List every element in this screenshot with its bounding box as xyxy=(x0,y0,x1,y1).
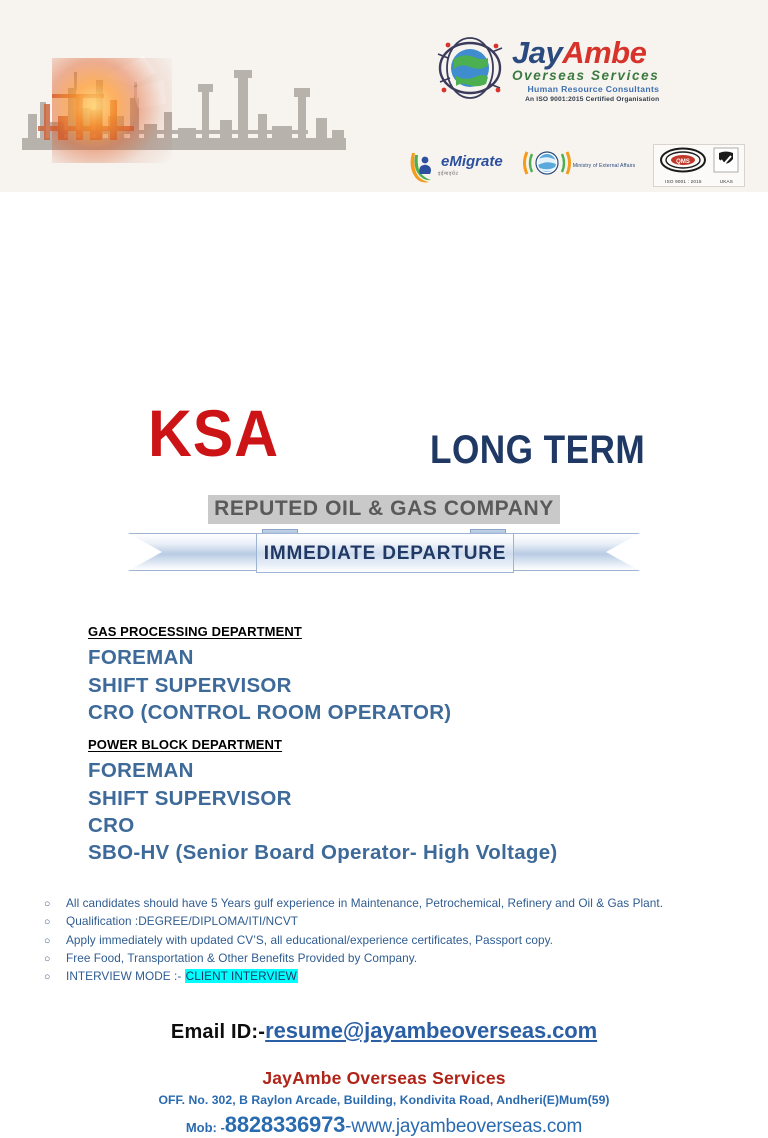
bullet-marker-icon: ○ xyxy=(44,916,51,929)
departure-text: IMMEDIATE DEPARTURE xyxy=(263,542,507,564)
company-name: JayAmbe Overseas Services xyxy=(262,1068,506,1088)
ribbon-center-panel xyxy=(256,533,514,573)
requirement-text: Free Food, Transportation & Other Benefits Provided by Company. xyxy=(66,950,418,965)
logo-name-jay: Jay xyxy=(512,35,563,70)
ukas-check-icon xyxy=(713,147,739,173)
email-line xyxy=(0,1018,768,1044)
bullet-marker-icon: ○ xyxy=(44,898,51,910)
interview-mode-label: INTERVIEW MODE :- xyxy=(66,969,185,984)
bullet-marker-icon: ○ xyxy=(44,971,51,984)
badge-ukas-label: UKAS xyxy=(719,179,734,184)
mobile-line xyxy=(0,1112,768,1138)
badge-mea-label: Ministry of External Affairs xyxy=(572,163,636,169)
list-item xyxy=(44,894,744,912)
department-name: POWER BLOCK DEPARTMENT xyxy=(88,737,283,752)
badge-ministry-external-affairs xyxy=(521,148,636,183)
client-banner: REPUTED OIL & GAS COMPANY xyxy=(208,495,560,524)
department-block-gas-processing xyxy=(88,624,451,726)
list-item xyxy=(44,949,744,967)
requirement-text: Apply immediately with updated CV’S, all educational/experience certificates, Passport copy. xyxy=(66,932,553,947)
email-label: Email ID:- xyxy=(170,1021,266,1043)
mobile-label: Mob: - xyxy=(185,1120,225,1135)
requirement-text: Qualification :DEGREE/DIPLOMA/ITI/NCVT xyxy=(66,914,298,929)
badge-iso-label: ISO 9001 : 2015 xyxy=(665,179,702,184)
interview-mode-value: CLIENT INTERVIEW xyxy=(185,969,297,984)
header-banner xyxy=(0,0,768,192)
logo-name-ambe: Ambe xyxy=(562,35,647,70)
certification-badges xyxy=(408,144,745,187)
email-address[interactable]: resume@jayambeoverseas.com xyxy=(265,1018,598,1043)
badge-emigrate-label: eMigrate xyxy=(441,153,503,170)
emigrate-logo-icon xyxy=(408,149,438,183)
address-line xyxy=(0,1091,768,1109)
departure-ribbon xyxy=(128,529,640,573)
mobile-number[interactable]: 8828336973 xyxy=(224,1112,346,1137)
job-title: CRO xyxy=(88,813,135,837)
oil-refinery-silhouette-icon xyxy=(14,42,354,177)
job-title: SHIFT SUPERVISOR xyxy=(88,786,292,810)
requirements-list xyxy=(44,894,744,985)
contract-term-title: LONG TERM xyxy=(430,428,646,472)
job-title: FOREMAN xyxy=(88,759,194,783)
client-banner-wrap xyxy=(0,495,768,524)
logo-tagline: Overseas Services xyxy=(512,68,660,84)
globe-network-icon xyxy=(432,32,508,104)
svg-text:QMS: QMS xyxy=(676,159,691,165)
badge-emigrate-sublabel: इईमाइग्रेट xyxy=(438,171,459,177)
country-title: KSA xyxy=(148,396,279,470)
iso-certification-icon xyxy=(659,147,707,173)
logo-title xyxy=(512,35,659,70)
department-block-power-block xyxy=(88,737,558,866)
badge-iso-certification xyxy=(653,144,745,187)
logo-subtitle: Human Resource Consultants xyxy=(527,84,660,95)
bullet-marker-icon: ○ xyxy=(44,952,51,965)
list-item xyxy=(44,912,744,930)
job-title: SHIFT SUPERVISOR xyxy=(88,673,292,697)
logo-certification: An ISO 9001:2015 Certified Organisation xyxy=(525,96,660,104)
job-title: SBO-HV (Senior Board Operator- High Voltage) xyxy=(88,841,558,864)
company-line xyxy=(0,1068,768,1089)
requirement-text: All candidates should have 5 Years gulf experience in Maintenance, Petrochemical, Refinery and Oil & Gas Plant. xyxy=(66,896,664,910)
job-title: CRO (CONTROL ROOM OPERATOR) xyxy=(88,700,452,724)
website-url[interactable]: -www.jayambeoverseas.com xyxy=(345,1116,583,1137)
job-title: FOREMAN xyxy=(88,646,194,670)
jayambe-logo xyxy=(432,32,659,104)
list-item xyxy=(44,967,744,985)
requirement-text xyxy=(66,967,298,985)
list-item xyxy=(44,931,744,949)
office-address: OFF. No. 302, B Raylon Arcade, Building, Kondivita Road, Andheri(E)Mum(59) xyxy=(158,1093,610,1107)
bullet-marker-icon: ○ xyxy=(44,934,51,947)
badge-emigrate xyxy=(408,149,503,183)
ministry-external-affairs-icon xyxy=(521,148,573,178)
department-name: GAS PROCESSING DEPARTMENT xyxy=(88,624,302,639)
